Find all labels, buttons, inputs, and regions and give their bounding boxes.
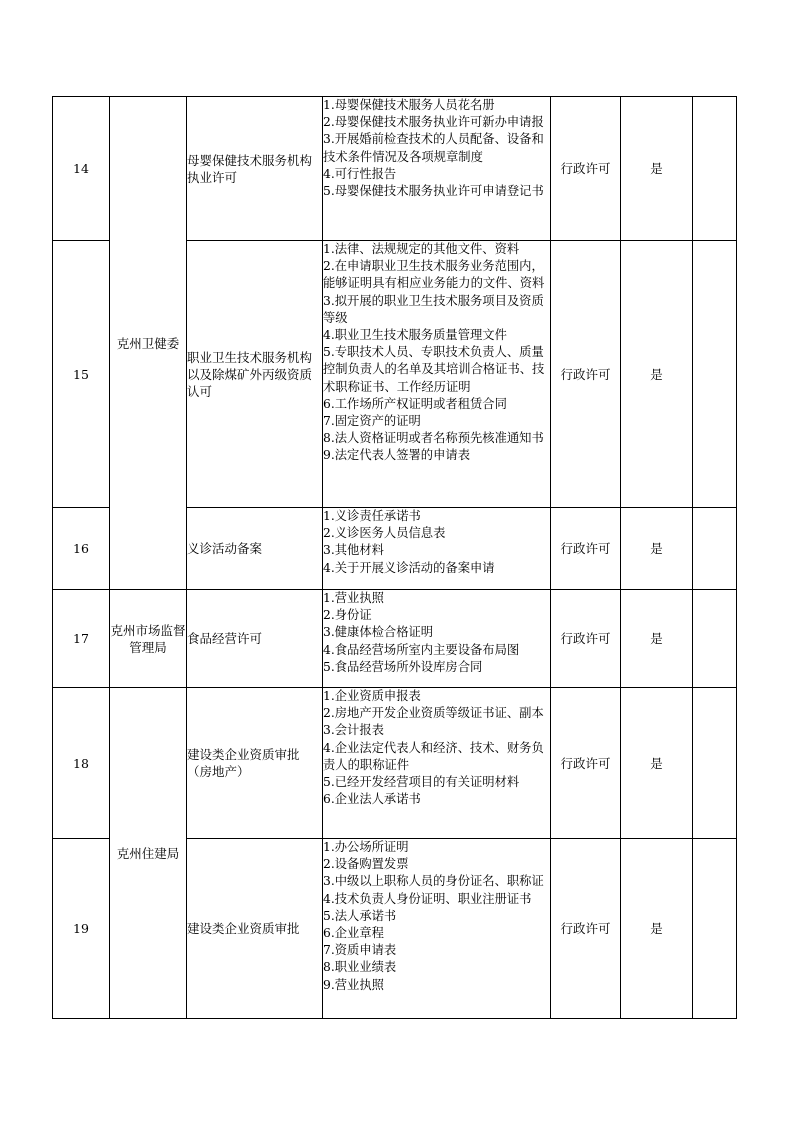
matter-type: 行政许可 (551, 839, 621, 1019)
item-name: 职业卫生技术服务机构以及除煤矿外丙级资质认可 (187, 241, 323, 508)
material-item: 2.房地产开发企业资质等级证书证、副本 (323, 706, 544, 721)
matter-type: 行政许可 (551, 241, 621, 508)
material-item: 3.中级以上职称人员的身份证名、职称证 (323, 874, 544, 889)
item-name: 母婴保健技术服务机构执业许可 (187, 97, 323, 241)
item-name: 食品经营许可 (187, 590, 323, 688)
material-item: 5.母婴保健技术服务执业许可申请登记书 (323, 184, 544, 199)
material-item: 3.会计报表 (323, 723, 384, 738)
material-item: 7.固定资产的证明 (323, 414, 421, 429)
material-item: 4.可行性报告 (323, 166, 397, 181)
material-item: 5.专职技术人员、专职技术负责人、质量控制负责人的名单及其培训合格证书、技术职称证书、工作经历证明 (323, 345, 545, 394)
flag-cell: 是 (621, 241, 693, 508)
material-item: 7.资质申请表 (323, 943, 397, 958)
material-item: 1.办公场所证明 (323, 840, 409, 854)
materials-list (323, 688, 550, 808)
material-item: 5.食品经营场所外设库房合同 (323, 659, 483, 674)
matter-type: 行政许可 (551, 97, 621, 241)
material-item: 4.关于开展义诊活动的备案申请 (323, 560, 495, 575)
material-item: 6.工作场所产权证明或者租赁合同 (323, 396, 507, 411)
row-number: 19 (53, 839, 110, 1019)
table-row (53, 688, 737, 839)
material-item: 4.技术负责人身份证明、职业注册证书 (323, 891, 532, 906)
row-number: 15 (53, 241, 110, 508)
material-item: 1.义诊责任承诺书 (323, 509, 421, 523)
flag-cell: 是 (621, 839, 693, 1019)
material-item: 8.职业业绩表 (323, 960, 397, 975)
item-name: 建设类企业资质审批 (187, 839, 323, 1019)
flag-cell: 是 (621, 688, 693, 839)
material-item: 1.企业资质申报表 (323, 689, 421, 703)
department-cell: 克州住建局 (110, 688, 187, 1019)
matter-type: 行政许可 (551, 688, 621, 839)
material-item: 1.营业执照 (323, 591, 384, 605)
materials-cell (323, 839, 551, 1019)
material-item: 1.母婴保健技术服务人员花名册 (323, 98, 495, 112)
row-number: 16 (53, 508, 110, 590)
row-number: 18 (53, 688, 110, 839)
material-item: 4.职业卫生技术服务质量管理文件 (323, 328, 507, 343)
materials-cell (323, 688, 551, 839)
material-item: 2.身份证 (323, 608, 372, 623)
row-number: 14 (53, 97, 110, 241)
material-item: 9.营业执照 (323, 977, 384, 992)
materials-cell (323, 508, 551, 590)
material-item: 4.企业法定代表人和经济、技术、财务负责人的职称证件 (323, 740, 544, 772)
materials-clip (323, 839, 550, 994)
department-cell: 克州卫健委 (110, 97, 187, 590)
materials-list (323, 590, 550, 676)
material-item: 2.义诊医务人员信息表 (323, 526, 446, 541)
empty-cell (693, 508, 737, 590)
empty-cell (693, 97, 737, 241)
item-name: 建设类企业资质审批（房地产） (187, 688, 323, 839)
material-item: 8.法人资格证明或者名称预先核准通知书 (323, 431, 544, 446)
material-item: 6.企业章程 (323, 926, 384, 941)
empty-cell (693, 590, 737, 688)
material-item: 5.法人承诺书 (323, 908, 397, 923)
material-item: 3.其他材料 (323, 543, 384, 558)
flag-cell: 是 (621, 508, 693, 590)
flag-cell: 是 (621, 590, 693, 688)
material-item: 2.母婴保健技术服务执业许可新办申请报 (323, 115, 544, 130)
materials-cell (323, 241, 551, 508)
material-item: 2.在申请职业卫生技术服务业务范围内，能够证明具有相应业务能力的文件、资料 (323, 259, 545, 291)
matters-table (52, 96, 737, 1019)
material-item: 9.法定代表人签署的申请表 (323, 448, 470, 463)
row-number: 17 (53, 590, 110, 688)
materials-cell (323, 590, 551, 688)
material-item: 4.食品经营场所室内主要设备布局图 (323, 642, 520, 657)
item-name: 义诊活动备案 (187, 508, 323, 590)
material-item: 6.企业法人承诺书 (323, 792, 421, 807)
flag-cell: 是 (621, 97, 693, 241)
table-row (53, 97, 737, 241)
material-item: 5.已经开发经营项目的有关证明材料 (323, 775, 520, 790)
table-row (53, 590, 737, 688)
material-item: 3.健康体检合格证明 (323, 625, 434, 640)
materials-list (323, 508, 550, 577)
empty-cell (693, 688, 737, 839)
materials-list (323, 97, 550, 200)
material-item: 2.设备购置发票 (323, 857, 409, 872)
materials-cell (323, 97, 551, 241)
empty-cell (693, 241, 737, 508)
matter-type: 行政许可 (551, 508, 621, 590)
materials-list (323, 241, 550, 465)
department-cell: 克州市场监督管理局 (110, 590, 187, 688)
material-item: 3.拟开展的职业卫生技术服务项目及资质等级 (323, 293, 544, 325)
material-item: 1.法律、法规规定的其他文件、资料 (323, 242, 520, 256)
matter-type: 行政许可 (551, 590, 621, 688)
material-item: 3.开展婚前检查技术的人员配备、设备和技术条件情况及各项规章制度 (323, 132, 544, 164)
materials-list (323, 839, 550, 994)
empty-cell (693, 839, 737, 1019)
